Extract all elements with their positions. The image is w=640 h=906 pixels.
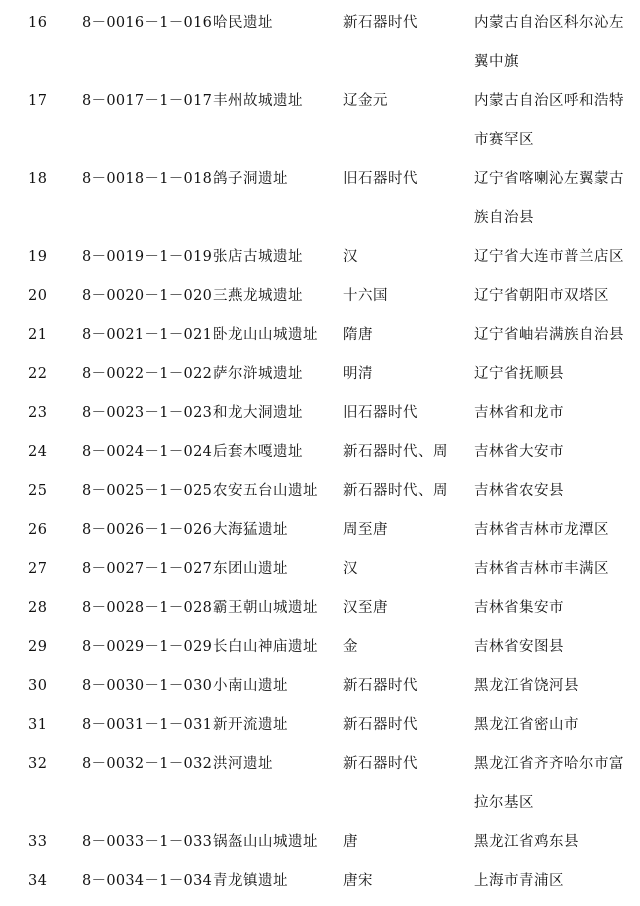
site-location (474, 316, 634, 355)
site-code: 8－0019－1－019 (82, 249, 213, 265)
site-location (474, 667, 634, 706)
site-era: 唐宋 (343, 873, 373, 889)
site-location (474, 511, 634, 550)
site-name: 小南山遗址 (213, 678, 288, 694)
table-row (0, 277, 640, 316)
site-era: 明清 (343, 366, 373, 382)
site-code: 8－0025－1－025 (82, 483, 213, 499)
site-era: 旧石器时代 (343, 171, 418, 187)
table-row (0, 667, 640, 706)
site-location (474, 589, 634, 628)
site-location-line: 黑龙江省齐齐哈尔市富 (474, 756, 624, 772)
table-row (0, 394, 640, 433)
site-location-line: 黑龙江省密山市 (474, 717, 579, 733)
site-era: 金 (343, 639, 358, 655)
row-index: 20 (28, 288, 48, 304)
site-code: 8－0029－1－029 (82, 639, 213, 655)
site-location-line: 吉林省和龙市 (474, 405, 564, 421)
site-era: 旧石器时代 (343, 405, 418, 421)
site-name: 洪河遗址 (213, 756, 273, 772)
site-era: 新石器时代 (343, 678, 418, 694)
site-name: 新开流遗址 (213, 717, 288, 733)
site-location (474, 472, 634, 511)
site-location-line: 内蒙古自治区呼和浩特 (474, 93, 624, 109)
table-row (0, 316, 640, 355)
table-row (0, 823, 640, 862)
site-location (474, 628, 634, 667)
site-code: 8－0033－1－033 (82, 834, 213, 850)
site-location-line: 吉林省农安县 (474, 483, 564, 499)
table-row (0, 238, 640, 277)
table-row (0, 511, 640, 550)
row-index: 27 (28, 561, 48, 577)
row-index: 28 (28, 600, 48, 616)
table-row (0, 628, 640, 667)
row-index: 26 (28, 522, 48, 538)
site-code: 8－0032－1－032 (82, 756, 213, 772)
site-location-line: 辽宁省抚顺县 (474, 366, 564, 382)
site-code: 8－0018－1－018 (82, 171, 213, 187)
site-code: 8－0024－1－024 (82, 444, 213, 460)
site-era: 新石器时代 (343, 717, 418, 733)
site-location (474, 355, 634, 394)
row-index: 25 (28, 483, 48, 499)
site-location (474, 745, 634, 823)
site-location-line: 上海市青浦区 (474, 873, 564, 889)
site-location-line: 黑龙江省饶河县 (474, 678, 579, 694)
row-index: 31 (28, 717, 48, 733)
site-location (474, 160, 634, 238)
site-location-line: 辽宁省岫岩满族自治县 (474, 327, 624, 343)
site-era: 辽金元 (343, 93, 388, 109)
table-row (0, 862, 640, 901)
row-index: 17 (28, 93, 48, 109)
row-index: 22 (28, 366, 48, 382)
site-name: 卧龙山山城遗址 (213, 327, 318, 343)
row-index: 33 (28, 834, 48, 850)
site-location (474, 394, 634, 433)
site-code: 8－0022－1－022 (82, 366, 213, 382)
site-name: 长白山神庙遗址 (213, 639, 318, 655)
site-code: 8－0030－1－030 (82, 678, 213, 694)
site-name: 青龙镇遗址 (213, 873, 288, 889)
row-index: 30 (28, 678, 48, 694)
site-location-line: 吉林省吉林市龙潭区 (474, 522, 609, 538)
site-name: 东团山遗址 (213, 561, 288, 577)
site-code: 8－0017－1－017 (82, 93, 213, 109)
table-row (0, 160, 640, 238)
site-location-line: 吉林省集安市 (474, 600, 564, 616)
site-name: 农安五台山遗址 (213, 483, 318, 499)
site-code: 8－0031－1－031 (82, 717, 213, 733)
site-location-line: 市赛罕区 (474, 132, 534, 148)
site-name: 霸王朝山城遗址 (213, 600, 318, 616)
site-location-line: 辽宁省朝阳市双塔区 (474, 288, 609, 304)
table-row (0, 706, 640, 745)
site-name: 大海猛遗址 (213, 522, 288, 538)
site-name: 丰州故城遗址 (213, 93, 303, 109)
site-name: 鸽子洞遗址 (213, 171, 288, 187)
site-era: 新石器时代 (343, 15, 418, 31)
table-row (0, 745, 640, 823)
site-location-line: 族自治县 (474, 210, 534, 226)
site-location (474, 706, 634, 745)
row-index: 24 (28, 444, 48, 460)
site-location (474, 277, 634, 316)
table-row (0, 4, 640, 82)
site-code: 8－0016－1－016 (82, 15, 213, 31)
table-row (0, 355, 640, 394)
table-row (0, 433, 640, 472)
table-row (0, 472, 640, 511)
site-name: 三燕龙城遗址 (213, 288, 303, 304)
site-name: 哈民遗址 (213, 15, 273, 31)
table-row (0, 589, 640, 628)
site-name: 萨尔浒城遗址 (213, 366, 303, 382)
site-era: 汉 (343, 561, 358, 577)
table-row (0, 82, 640, 160)
site-code: 8－0021－1－021 (82, 327, 213, 343)
site-code: 8－0026－1－026 (82, 522, 213, 538)
site-location-line: 内蒙古自治区科尔沁左 (474, 15, 624, 31)
site-location (474, 4, 634, 82)
site-era: 隋唐 (343, 327, 373, 343)
site-location-line: 黑龙江省鸡东县 (474, 834, 579, 850)
site-code: 8－0034－1－034 (82, 873, 213, 889)
row-index: 21 (28, 327, 48, 343)
row-index: 19 (28, 249, 48, 265)
site-era: 唐 (343, 834, 358, 850)
site-era: 周至唐 (343, 522, 388, 538)
site-name: 和龙大洞遗址 (213, 405, 303, 421)
site-era: 新石器时代、周 (343, 444, 448, 460)
site-era: 汉至唐 (343, 600, 388, 616)
site-code: 8－0023－1－023 (82, 405, 213, 421)
table-row (0, 550, 640, 589)
site-location (474, 550, 634, 589)
site-location (474, 82, 634, 160)
site-era: 十六国 (343, 288, 388, 304)
site-location-line: 翼中旗 (474, 54, 519, 70)
row-index: 34 (28, 873, 48, 889)
site-location-line: 吉林省吉林市丰满区 (474, 561, 609, 577)
row-index: 29 (28, 639, 48, 655)
site-location-line: 辽宁省大连市普兰店区 (474, 249, 624, 265)
site-location-line: 吉林省大安市 (474, 444, 564, 460)
site-location (474, 238, 634, 277)
site-location (474, 862, 634, 901)
site-name: 后套木嘎遗址 (213, 444, 303, 460)
row-index: 23 (28, 405, 48, 421)
site-era: 汉 (343, 249, 358, 265)
site-name: 锅盔山山城遗址 (213, 834, 318, 850)
site-location-line: 吉林省安图县 (474, 639, 564, 655)
site-era: 新石器时代、周 (343, 483, 448, 499)
row-index: 18 (28, 171, 48, 187)
row-index: 16 (28, 15, 48, 31)
site-code: 8－0027－1－027 (82, 561, 213, 577)
row-index: 32 (28, 756, 48, 772)
site-name: 张店古城遗址 (213, 249, 303, 265)
site-era: 新石器时代 (343, 756, 418, 772)
site-code: 8－0028－1－028 (82, 600, 213, 616)
site-location-line: 辽宁省喀喇沁左翼蒙古 (474, 171, 624, 187)
site-location (474, 823, 634, 862)
site-code: 8－0020－1－020 (82, 288, 213, 304)
site-location-line: 拉尔基区 (474, 795, 534, 811)
site-location (474, 433, 634, 472)
